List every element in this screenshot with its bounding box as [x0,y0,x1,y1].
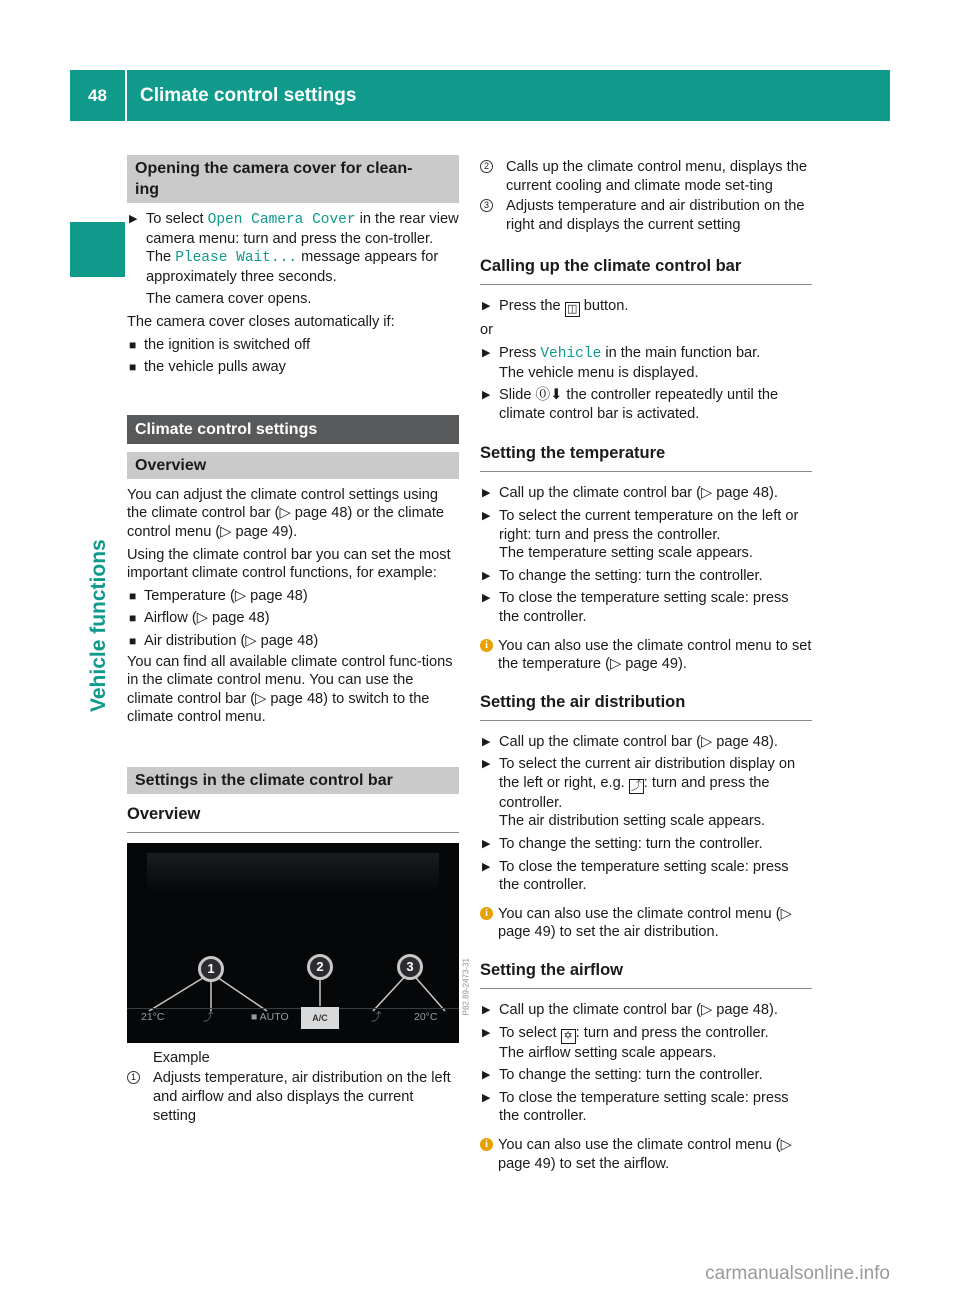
number-badge: 1 [127,1071,140,1084]
step: ▶ To close the temperature setting scale: press the controller. [482,858,789,894]
bullet-icon: ■ [129,337,137,352]
ui-term-vehicle: Vehicle [540,345,602,362]
step: ▶ Press the ◫ button. [482,298,629,316]
page-number: 48 [88,86,107,105]
step: ▶ Call up the climate control bar (▷ page 48). [482,485,778,502]
arrow-right-icon: ▶ [482,1069,491,1082]
arrow-right-icon: ▶ [482,1026,491,1039]
list-item: ■ the vehicle pulls away [129,359,286,376]
arrow-right-icon: ▶ [482,592,491,605]
side-section-label: Vehicle functions [87,539,110,712]
arrow-right-icon: ▶ [482,569,491,582]
right-column [480,155,812,1173]
air-distribution-icon: ⤴ [371,1010,382,1023]
section-heading-climate: Climate control settings [127,415,459,444]
auto-label: ■ AUTO [251,1010,289,1023]
step: ▶ To change the setting: turn the controller. [482,567,763,584]
numbered-item: 1 Adjusts temperature, air distribution on the left and airflow and also displays the current setting [127,1069,459,1125]
watermark: carmanualsonline.info [705,1263,890,1284]
info-icon: i [480,639,493,652]
info-icon: i [480,1138,493,1151]
left-column [127,155,470,1125]
figure-code: P82.89-2473-31 [461,957,470,1016]
number-badge: 3 [480,199,493,212]
subheading-airflow: Setting the airflow [480,960,812,989]
callout-3: 3 [397,954,423,980]
step: ▶ Call up the climate control bar (▷ page 48). [482,733,778,750]
arrow-right-icon: ▶ [129,213,138,225]
step: ▶ To close the temperature setting scale: press the controller. [482,1089,789,1125]
air-distribution-icon: ⤴ [630,779,642,792]
header-divider [125,70,127,121]
callout-1: 1 [198,956,224,982]
arrow-right-icon: ▶ [482,300,491,313]
step: ▶ Slide ⓪⬇ the controller repeatedly until the climate control bar is activated. [482,387,779,422]
paragraph: You can find all available climate control func-tions in the climate control menu. You can use the climate control bar (▷ page 48) to switch to the climate control menu. [127,653,453,726]
ac-button: A/C [301,1007,339,1029]
ui-term-please-wait: Please Wait... [175,250,298,267]
paragraph: The camera cover closes automatically if: [127,313,395,330]
bullet-icon: ■ [129,588,137,603]
figure-caption: Example [153,1049,210,1066]
step: ▶ To select Open Camera Cover in the rear view camera menu: turn and press the con-troller. The Please Wait... message appears for approximately three seconds. [129,211,459,285]
climate-control-bar [127,1008,459,1028]
number-badge: 2 [480,160,493,173]
bullet-icon: ■ [129,360,137,375]
info-icon: i [480,907,493,920]
info-note: i You can also use the climate control menu to set the temperature (▷ page 49). [480,637,812,674]
arrow-right-icon: ▶ [482,346,491,359]
step-result: The camera cover opens. [146,291,312,308]
step: ▶ Press Vehicle in the main function bar. The vehicle menu is displayed. [482,344,761,381]
step: ▶ To change the setting: turn the controller. [482,836,763,853]
numbered-item: 2 Calls up the climate control menu, displays the current cooling and climate mode set-ting [480,158,812,195]
bullet-icon: ■ [129,611,137,626]
list-item: ■ Air distribution (▷ page 48) [129,632,319,649]
arrow-right-icon: ▶ [482,487,491,500]
arrow-right-icon: ▶ [482,509,491,522]
step: ▶ Call up the climate control bar (▷ page 48). [482,1002,778,1019]
subheading-air-distribution: Setting the air distribution [480,692,812,721]
arrow-right-icon: ▶ [482,838,491,851]
arrow-right-icon: ▶ [482,735,491,748]
controller-slide-icon: ⓪⬇ [535,387,563,404]
list-item: ■ Temperature (▷ page 48) [129,587,308,604]
section-heading-camera-cover: Opening the camera cover for clean- ing [127,155,459,203]
arrow-right-icon: ▶ [482,860,491,873]
list-item: ■ the ignition is switched off [129,336,311,353]
arrow-right-icon: ▶ [482,389,491,402]
subheading-temperature: Setting the temperature [480,443,812,472]
arrow-right-icon: ▶ [482,758,491,771]
callout-2: 2 [307,954,333,980]
numbered-item: 3 Adjusts temperature and air distribution on the right and displays the current setting [480,197,812,234]
bullet-icon: ■ [129,633,137,648]
subheading-call-bar: Calling up the climate control bar [480,256,812,285]
side-tab-marker [70,222,125,277]
arrow-right-icon: ▶ [482,1091,491,1104]
ui-term-open-camera-cover: Open Camera Cover [207,212,356,228]
step: ▶ To change the setting: turn the controller. [482,1067,763,1084]
section-heading-climate-bar: Settings in the climate control bar [127,767,459,794]
list-item: ■ Airflow (▷ page 48) [129,610,270,627]
section-heading-overview: Overview [127,452,459,479]
air-distribution-icon: ⤴ [203,1010,214,1023]
car-icon: ◫ [565,302,580,317]
arrow-right-icon: ▶ [482,1004,491,1017]
subheading-overview: Overview [127,804,459,833]
step: ▶ To select the current temperature on the left or right: turn and press the controller. The temperature setting scale appears. [482,507,799,562]
page-title: Climate control settings [140,85,357,106]
step: ▶ To close the temperature setting scale: press the controller. [482,590,789,625]
paragraph: Using the climate control bar you can set the most important climate control functions, for example: [127,546,451,582]
info-note: i You can also use the climate control menu (▷ page 49) to set the airflow. [480,1136,812,1173]
info-note: i You can also use the climate control menu (▷ page 49) to set the air distribution. [480,905,812,942]
left-temperature: 21°C [141,1010,165,1023]
right-temperature: 20°C [414,1010,438,1023]
step: ▶ To select the current air distribution display on the left or right, e.g. ⤴ : turn and press the controller. The air distribution setting scale appears. [482,756,796,830]
climate-bar-screenshot [127,843,470,1043]
paragraph: or [480,322,493,339]
paragraph: You can adjust the climate control settings using the climate control bar (▷ page 48) or the climate control menu (▷ page 49). [127,486,445,540]
step: ▶ To select ✡ : turn and press the controller. The airflow setting scale appears. [482,1024,769,1061]
fan-icon: ✡ [561,1029,576,1044]
